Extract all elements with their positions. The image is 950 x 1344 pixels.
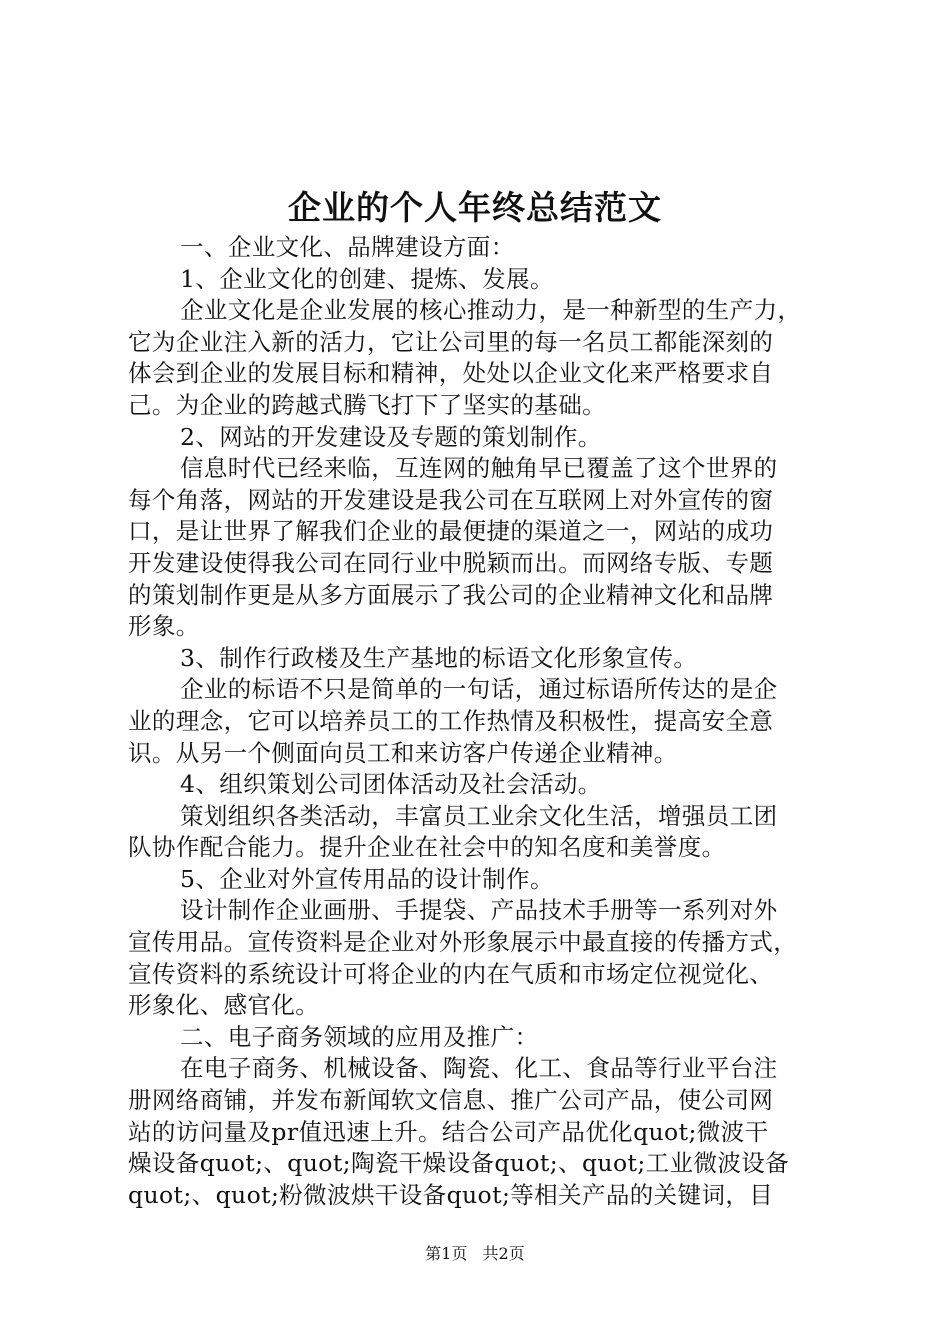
page-number: 第1页 [425,1244,468,1263]
text-line: 企业文化是企业发展的核心推动力，是一种新型的生产力， [180,296,802,325]
text-line: 3、制作行政楼及生产基地的标语文化形象宣传。 [180,643,698,672]
text-line: 形象化、感官化。 [128,991,320,1020]
document-title: 企业的个人年终总结范文 [288,188,662,227]
page-footer [0,1243,950,1265]
text-line: 册网络商铺，并发布新闻软文信息、推广公司产品，使公司网 [128,1086,774,1115]
text-line: 宣传资料的系统设计可将企业的内在气质和市场定位视觉化、 [128,959,774,988]
text-line: 设计制作企业画册、手提袋、产品技术手册等一系列对外 [180,896,778,925]
text-line: 燥设备quot;、quot;陶瓷干燥设备quot;、quot;工业微波设备 [128,1149,790,1178]
text-line: 每个角落，网站的开发建设是我公司在互联网上对外宣传的窗 [128,485,774,514]
text-line: 口，是让世界了解我们企业的最便捷的渠道之一，网站的成功 [128,517,774,546]
text-line: 体会到企业的发展目标和精神，处处以企业文化来严格要求自 [128,359,774,388]
text-line: 2、网站的开发建设及专题的策划制作。 [180,422,602,451]
text-line: 信息时代已经来临，互连网的触角早已覆盖了这个世界的 [180,454,778,483]
text-line: 在电子商务、机械设备、陶瓷、化工、食品等行业平台注 [180,1054,778,1083]
text-line: 企业的标语不只是简单的一句话，通过标语所传达的是企 [180,675,778,704]
text-line: 4、组织策划公司团体活动及社会活动。 [180,770,602,799]
text-line: 它为企业注入新的活力，它让公司里的每一名员工都能深刻的 [128,327,774,356]
text-line: 一、企业文化、品牌建设方面： [180,233,515,261]
text-line: 的策划制作更是从多方面展示了我公司的企业精神文化和品牌 [128,580,774,609]
text-line: 宣传用品。宣传资料是企业对外形象展示中最直接的传播方式， [128,928,798,957]
page-total: 共2页 [482,1244,525,1263]
text-line: 识。从另一个侧面向员工和来访客户传递企业精神。 [128,738,678,767]
document-body [128,232,844,1211]
text-line: 形象。 [128,612,200,641]
text-line: 开发建设使得我公司在同行业中脱颖而出。而网络专版、专题 [128,548,774,577]
text-line: 己。为企业的跨越式腾飞打下了坚实的基础。 [128,390,606,419]
text-line: 二、电子商务领域的应用及推广： [180,1022,539,1051]
text-line: 站的访问量及pr值迅速上升。结合公司产品优化quot;微波干 [128,1117,769,1146]
text-line: 策划组织各类活动，丰富员工业余文化生活，增强员工团 [180,801,778,830]
text-line: 业的理念，它可以培养员工的工作热情及积极性，提高安全意 [128,706,774,735]
text-line: 1、企业文化的创建、提炼、发展。 [180,264,554,293]
text-line: 队协作配合能力。提升企业在社会中的知名度和美誉度。 [128,833,726,862]
text-line: quot;、quot;粉微波烘干设备quot;等相关产品的关键词，目 [128,1180,774,1209]
text-line: 5、企业对外宣传用品的设计制作。 [180,864,554,893]
